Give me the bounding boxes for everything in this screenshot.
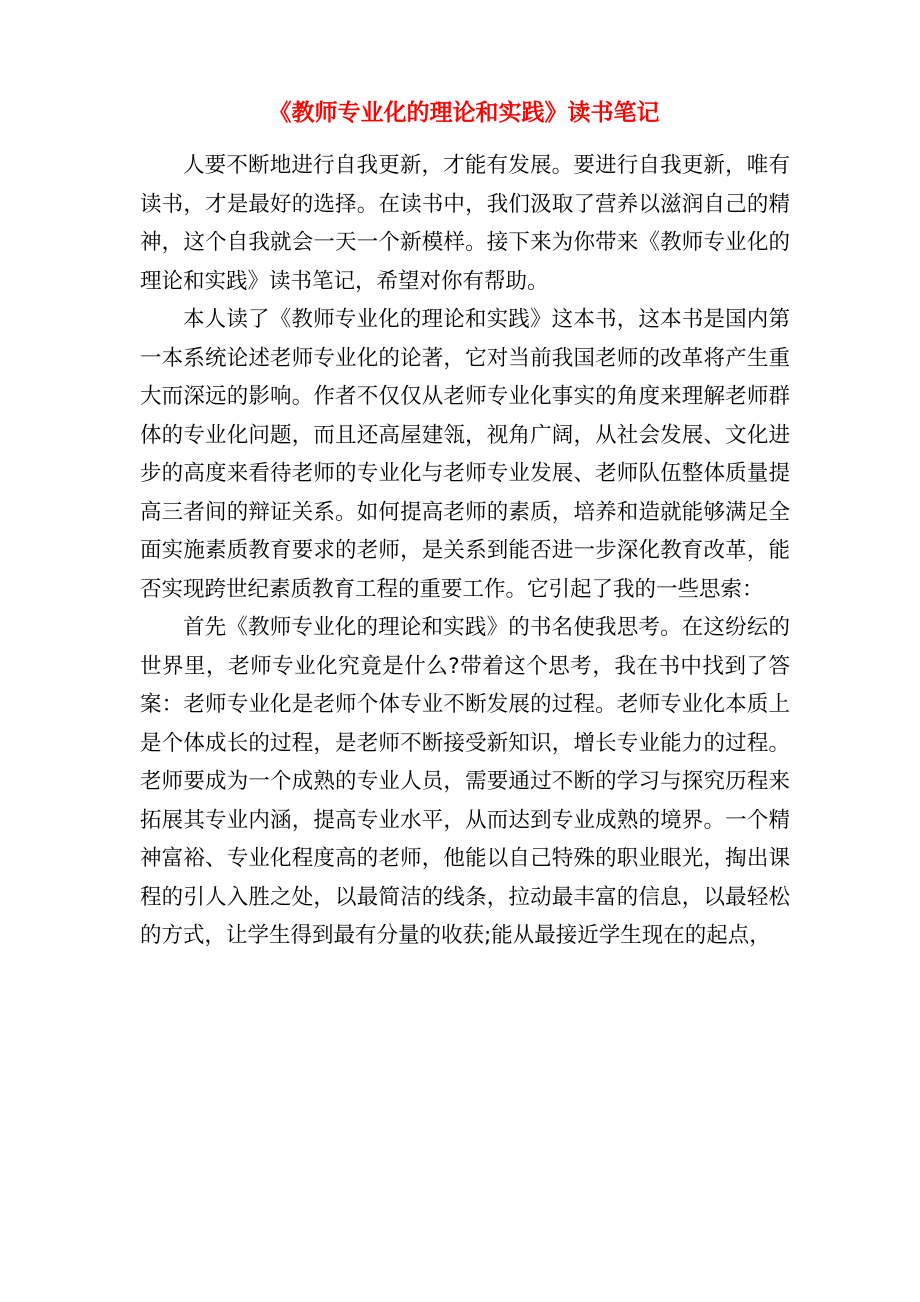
document-body [140,147,790,956]
paragraph-reflection: 首先《教师专业化的理论和实践》的书名使我思考。在这纷纭的世界里，老师专业化究竟是什么?带着这个思考，我在书中找到了答案：老师专业化是老师个体专业不断发展的过程。老师专业化本质上是个体成长的过程，是老师不断接受新知识，增长专业能力的过程。老师要成为一个成熟的专业人员，需要通过不断的学习与探究历程来拓展其专业内涵，提高专业水平，从而达到专业成熟的境界。一个精神富裕、专业化程度高的老师，他能以自己特殊的职业眼光，掏出课程的引人入胜之处，以最简洁的线条，拉动最丰富的信息，以最轻松的方式，让学生得到最有分量的收获;能从最接近学生现在的起点， [140,615,790,948]
paragraph-book-overview: 本人读了《教师专业化的理论和实践》这本书，这本书是国内第一本系统论述老师专业化的论著，它对当前我国老师的改革将产生重大而深远的影响。作者不仅仅从老师专业化事实的角度来理解老师群体的专业化问题，而且还高屋建瓴，视角广阔，从社会发展、文化进步的高度来看待老师的专业化与老师专业发展、老师队伍整体质量提高三者间的辩证关系。如何提高老师的素质，培养和造就能够满足全面实施素质教育要求的老师，是关系到能否进一步深化教育改革，能否实现跨世纪素质教育工程的重要工作。它引起了我的一些思索： [140,307,790,602]
paragraph-intro: 人要不断地进行自我更新，才能有发展。要进行自我更新，唯有读书，才是最好的选择。在读书中，我们汲取了营养以滋润自己的精神，这个自我就会一天一个新模样。接下来为你带来《教师专业化的理论和实践》读书笔记，希望对你有帮助。 [140,153,790,294]
document-title: 《教师专业化的理论和实践》读书笔记 [268,99,660,126]
